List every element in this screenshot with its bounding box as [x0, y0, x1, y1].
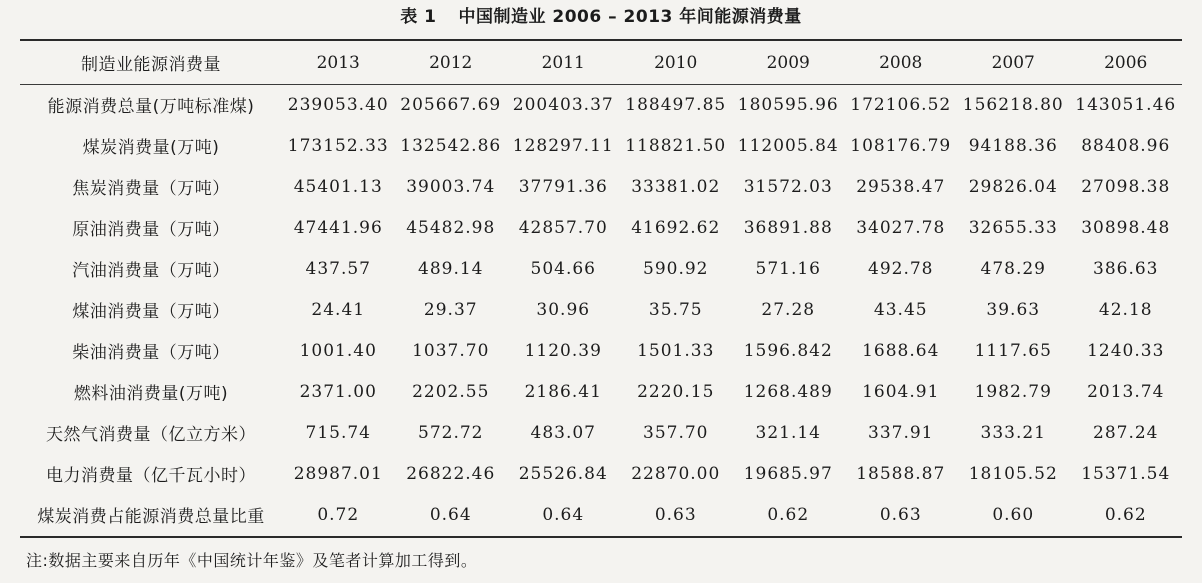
value-cell: 590.92 [643, 258, 709, 279]
value-cell: 29826.04 [968, 176, 1058, 197]
value-cell: 1037.70 [412, 340, 490, 361]
table-number: 表 1 [400, 7, 437, 27]
value-cell: 39.63 [986, 299, 1041, 320]
value-cell: 492.78 [868, 258, 934, 279]
header-cell-year: 2009 [766, 52, 810, 73]
value-cell: 24.41 [311, 299, 366, 320]
value-cell: 27098.38 [1081, 176, 1171, 197]
row-label-cell: 煤炭消费占能源消费总量比重 [37, 507, 265, 527]
value-cell: 1120.39 [524, 340, 602, 361]
value-cell: 36891.88 [743, 217, 833, 238]
value-cell: 357.70 [643, 422, 709, 443]
value-cell: 22870.00 [631, 463, 721, 484]
value-cell: 1117.65 [974, 340, 1052, 361]
value-cell: 172106.52 [850, 94, 952, 115]
row-label-cell: 燃料油消费量(万吨) [73, 384, 229, 404]
value-cell: 37791.36 [518, 176, 608, 197]
table-row [20, 207, 1182, 248]
value-cell: 108176.79 [850, 135, 952, 156]
header-cell-year: 2007 [991, 52, 1035, 73]
row-label-cell: 煤油消费量（万吨） [72, 302, 230, 322]
row-label-cell: 焦炭消费量（万吨） [72, 179, 230, 199]
table-note: 注:数据主要来自历年《中国统计年鉴》及笔者计算加工得到。 [26, 551, 478, 570]
value-cell: 386.63 [1093, 258, 1159, 279]
value-cell: 0.60 [992, 504, 1035, 525]
value-cell: 205667.69 [400, 94, 502, 115]
table-caption [0, 4, 1202, 30]
value-cell: 45482.98 [406, 217, 496, 238]
header-cell-year: 2010 [654, 52, 698, 73]
value-cell: 18588.87 [856, 463, 946, 484]
table-body [20, 84, 1182, 535]
row-label-cell: 原油消费量（万吨） [72, 220, 230, 240]
value-cell: 143051.46 [1075, 94, 1177, 115]
value-cell: 128297.11 [512, 135, 614, 156]
value-cell: 0.64 [429, 504, 472, 525]
value-cell: 287.24 [1093, 422, 1159, 443]
bottom-rule [20, 536, 1182, 538]
row-label-cell: 电力消费量（亿千瓦小时） [46, 466, 256, 486]
value-cell: 333.21 [980, 422, 1046, 443]
value-cell: 200403.37 [512, 94, 614, 115]
value-cell: 31572.03 [743, 176, 833, 197]
value-cell: 321.14 [755, 422, 821, 443]
value-cell: 0.63 [879, 504, 922, 525]
value-cell: 2186.41 [524, 381, 602, 402]
value-cell: 483.07 [530, 422, 596, 443]
value-cell: 42.18 [1098, 299, 1153, 320]
table-row [20, 248, 1182, 289]
row-label-cell: 汽油消费量（万吨） [72, 261, 230, 281]
row-label-cell: 能源消费总量(万吨标准煤) [47, 97, 255, 117]
row-label-cell: 天然气消费量（亿立方米） [46, 425, 256, 445]
row-label-cell: 柴油消费量（万吨） [72, 343, 230, 363]
value-cell: 188497.85 [625, 94, 727, 115]
header-cell-year: 2008 [879, 52, 923, 73]
value-cell: 1982.79 [974, 381, 1052, 402]
value-cell: 26822.46 [406, 463, 496, 484]
table-row [20, 494, 1182, 535]
value-cell: 19685.97 [743, 463, 833, 484]
header-cell-year: 2013 [316, 52, 360, 73]
value-cell: 33381.02 [631, 176, 721, 197]
value-cell: 0.63 [654, 504, 697, 525]
table-row [20, 453, 1182, 494]
value-cell: 1596.842 [743, 340, 833, 361]
table-row [20, 289, 1182, 330]
value-cell: 1688.64 [862, 340, 940, 361]
value-cell: 1268.489 [743, 381, 833, 402]
value-cell: 88408.96 [1081, 135, 1171, 156]
value-cell: 504.66 [530, 258, 596, 279]
value-cell: 1604.91 [862, 381, 940, 402]
value-cell: 437.57 [305, 258, 371, 279]
value-cell: 94188.36 [968, 135, 1058, 156]
value-cell: 489.14 [418, 258, 484, 279]
value-cell: 39003.74 [406, 176, 496, 197]
value-cell: 29.37 [423, 299, 478, 320]
value-cell: 337.91 [868, 422, 934, 443]
value-cell: 15371.54 [1081, 463, 1171, 484]
table-title: 中国制造业 2006 – 2013 年间能源消费量 [458, 7, 802, 27]
table-row [20, 412, 1182, 453]
value-cell: 47441.96 [293, 217, 383, 238]
table-row [20, 125, 1182, 166]
value-cell: 571.16 [755, 258, 821, 279]
value-cell: 1501.33 [637, 340, 715, 361]
value-cell: 1001.40 [299, 340, 377, 361]
value-cell: 132542.86 [400, 135, 502, 156]
energy-consumption-table [20, 41, 1182, 535]
header-cell-label: 制造业能源消费量 [81, 55, 221, 75]
value-cell: 2202.55 [412, 381, 490, 402]
value-cell: 32655.33 [968, 217, 1058, 238]
value-cell: 715.74 [305, 422, 371, 443]
value-cell: 35.75 [648, 299, 703, 320]
value-cell: 0.72 [317, 504, 360, 525]
value-cell: 34027.78 [856, 217, 946, 238]
value-cell: 30.96 [536, 299, 591, 320]
value-cell: 572.72 [418, 422, 484, 443]
value-cell: 25526.84 [518, 463, 608, 484]
value-cell: 45401.13 [293, 176, 383, 197]
value-cell: 29538.47 [856, 176, 946, 197]
table-row [20, 330, 1182, 371]
value-cell: 239053.40 [287, 94, 389, 115]
header-cell-year: 2011 [541, 52, 585, 73]
value-cell: 18105.52 [968, 463, 1058, 484]
value-cell: 0.62 [767, 504, 810, 525]
value-cell: 28987.01 [293, 463, 383, 484]
value-cell: 2371.00 [299, 381, 377, 402]
value-cell: 156218.80 [962, 94, 1064, 115]
value-cell: 180595.96 [737, 94, 839, 115]
table-row [20, 166, 1182, 207]
value-cell: 43.45 [873, 299, 928, 320]
value-cell: 42857.70 [518, 217, 608, 238]
header-cell-year: 2006 [1104, 52, 1148, 73]
table-row [20, 84, 1182, 125]
row-label-cell: 煤炭消费量(万吨) [82, 138, 220, 158]
value-cell: 173152.33 [287, 135, 389, 156]
value-cell: 41692.62 [631, 217, 721, 238]
value-cell: 1240.33 [1087, 340, 1165, 361]
value-cell: 0.64 [542, 504, 585, 525]
value-cell: 2013.74 [1087, 381, 1165, 402]
value-cell: 112005.84 [737, 135, 839, 156]
value-cell: 30898.48 [1081, 217, 1171, 238]
value-cell: 27.28 [761, 299, 816, 320]
table-row [20, 371, 1182, 412]
table-header-row [20, 41, 1182, 84]
value-cell: 2220.15 [637, 381, 715, 402]
value-cell: 118821.50 [625, 135, 727, 156]
header-cell-year: 2012 [429, 52, 473, 73]
value-cell: 478.29 [980, 258, 1046, 279]
value-cell: 0.62 [1104, 504, 1147, 525]
